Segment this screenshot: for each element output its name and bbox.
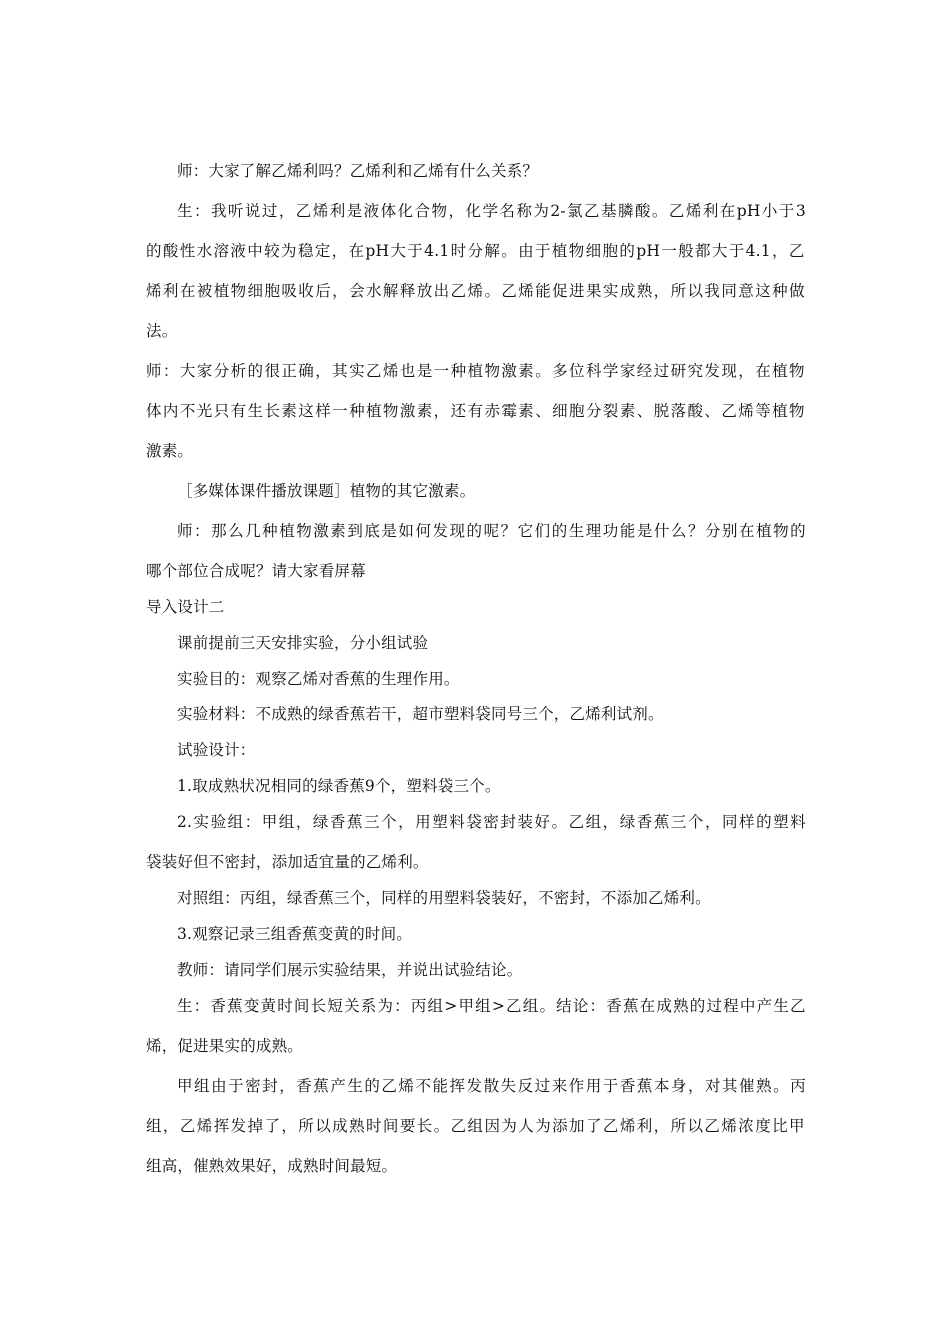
text-line: 的 酸 性 水 溶 液 中 较 为 稳 定 ， 在 pH 大 于 4.1 时 分 解 。 由 于 植 物 细 胞 的 pH 一 般 都 大 于 4.1 ， 乙: [146, 242, 805, 260]
text-line: 3.观察记录三组香蕉变黄的时间。: [177, 925, 412, 943]
text-line: 1.取成熟状况相同的绿香蕉9个，塑料袋三个。: [177, 777, 501, 795]
text-line: 教师：请同学们展示实验结果，并说出试验结论。: [177, 961, 523, 979]
text-line: 烯，促进果实的成熟。: [146, 1037, 304, 1055]
text-line: ［多媒体课件播放课题］植物的其它激素。: [177, 482, 476, 500]
section-heading: 导入设计二: [146, 598, 225, 616]
text-line: 对照组：丙组，绿香蕉三个，同样的用塑料袋装好，不密封，不添加乙烯利。: [177, 889, 711, 907]
text-line: 体 内 不 光 只 有 生 长 素 这 样 一 种 植 物 激 素 ， 还 有 赤 霉 素 、 细 胞 分 裂 素 、 脱 落 酸 、 乙 烯 等 植 物: [146, 402, 805, 420]
text-line: 2. 实 验 组 ： 甲 组 ， 绿 香 蕉 三 个 ， 用 塑 料 袋 密 封 装 好 。 乙 组 ， 绿 香 蕉 三 个 ， 同 样 的 塑 料: [177, 813, 806, 831]
text-line: 课前提前三天安排实验，分小组试验: [177, 634, 429, 652]
text-line: 激素。: [146, 442, 194, 460]
text-line: 烯 利 在 被 植 物 细 胞 吸 收 后 ， 会 水 解 释 放 出 乙 烯 。 乙 烯 能 促 进 果 实 成 熟 ， 所 以 我 同 意 这 种 做: [146, 282, 805, 300]
text-line: 师：大家了解乙烯利吗？乙烯利和乙烯有什么关系？: [177, 162, 539, 180]
text-line: 实验材料：不成熟的绿香蕉若干，超市塑料袋同号三个，乙烯利试剂。: [177, 705, 664, 723]
text-line: 试验设计：: [177, 741, 256, 759]
text-line: 甲 组 由 于 密 封 ， 香 蕉 产 生 的 乙 烯 不 能 挥 发 散 失 反 过 来 作 用 于 香 蕉 本 身 ， 对 其 催 熟 。 丙: [177, 1077, 806, 1095]
text-line: 哪个部位合成呢？请大家看屏幕: [146, 562, 366, 580]
text-line: 组 ， 乙 烯 挥 发 掉 了 ， 所 以 成 熟 时 间 要 长 。 乙 组 因 为 人 为 添 加 了 乙 烯 利 ， 所 以 乙 烯 浓 度 比 甲: [146, 1117, 805, 1135]
text-line: 袋装好但不密封，添加适宜量的乙烯利。: [146, 853, 429, 871]
text-line: 生 ： 香 蕉 变 黄 时 间 长 短 关 系 为 ： 丙 组 > 甲 组 > 乙 组 。 结 论 ： 香 蕉 在 成 熟 的 过 程 中 产 生 乙: [177, 997, 806, 1015]
text-line: 组高，催熟效果好，成熟时间最短。: [146, 1157, 398, 1175]
text-line: 师 ： 那 么 几 种 植 物 激 素 到 底 是 如 何 发 现 的 呢 ？ 它 们 的 生 理 功 能 是 什 么 ？ 分 别 在 植 物 的: [177, 522, 806, 540]
text-line: 实验目的：观察乙烯对香蕉的生理作用。: [177, 670, 460, 688]
text-line: 生 ： 我 听 说 过 ， 乙 烯 利 是 液 体 化 合 物 ， 化 学 名 称 为 2- 氯 乙 基 膦 酸 。 乙 烯 利 在 pH 小 于 3: [177, 202, 806, 220]
text-line: 法。: [146, 322, 178, 340]
text-line: 师 ： 大 家 分 析 的 很 正 确 ， 其 实 乙 烯 也 是 一 种 植 物 激 素 。 多 位 科 学 家 经 过 研 究 发 现 ， 在 植 物: [146, 362, 805, 380]
